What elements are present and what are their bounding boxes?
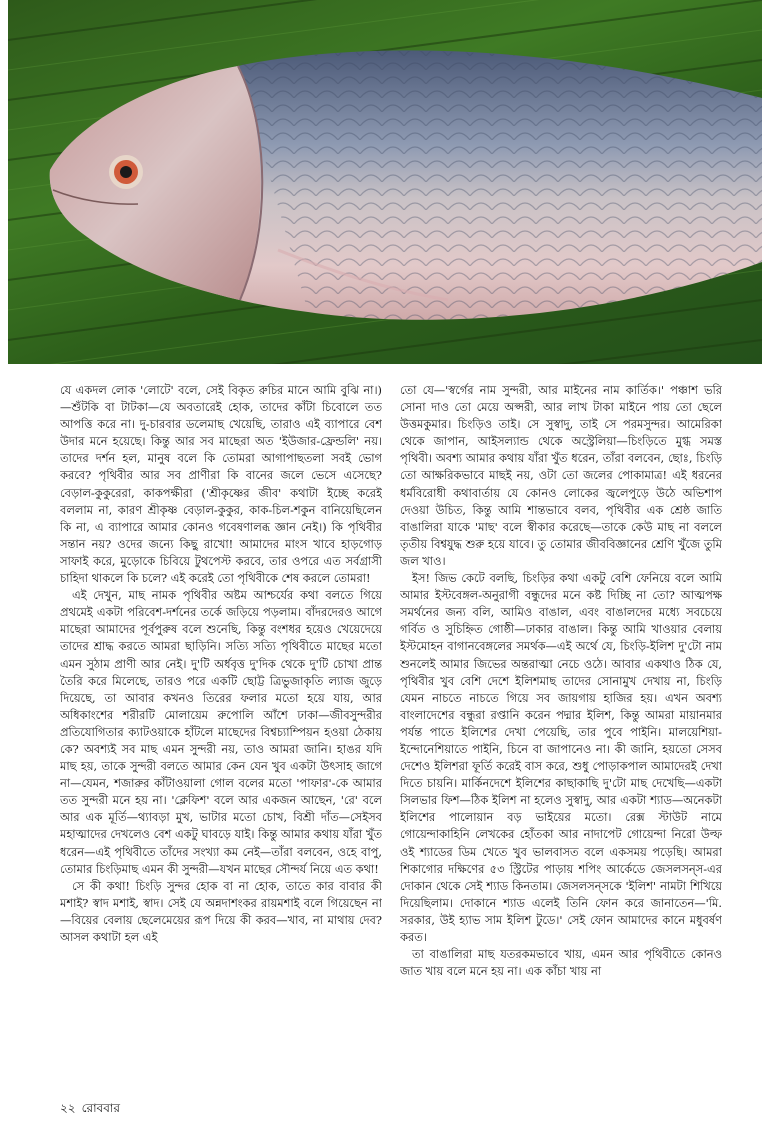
paragraph: যে একদল লোক 'লোটে' বলে, সেই বিকৃত রুচির মানে আমি বুঝি না।)—শুঁটকি বা টাটকা—যে অবতারেই হোক, তাদের কাঁটা চিবোলে তত আপত্তি করে না। দু-চারবার ডলেমাছ খেয়েছি, তারাও এই ব্যাপারে বেশ উদার মনে হয়েছে। কিন্তু আর সব মাছেরা অত 'ইউজার-ফ্রেন্ডলি' নয়। তাদের দর্শন হল, মানুষ বলে কি তোমরা আগাপাছতলা সবই ভোগ করবে? পৃথিবীর আর সব প্রাণীরা কি বানের জলে ভেসে এসেছে? বেড়াল-কুকুরেরা, কাকপক্ষীরা ('শ্রীকৃষ্ণের জীব' কথাটা ইচ্ছে করেই বললাম না, কারণ শ্রীকৃষ্ণ বেড়াল-কুকুর, কাক-চিল-শকুন বানিয়েছিলেন কি না, এ ব্যাপারে আমার কোনও গবেষণালব্ধ জ্ঞান নেই।) কি পৃথিবীর সন্তান নয়? ওদের জন্যে কিছু রাখো! আমাদের মাংস খাবে হাড়গোড় সাফাই করে, মুড়োকে চিবিয়ে টুথপেস্ট করবে, তার ওপরে এত সর্বগ্রাসী চাহিদা থাকলে কি চলে? এই করেই তো পৃথিবীকে শেষ করলে তোমরা!: [60, 383, 382, 586]
page-number: ২২: [60, 1101, 76, 1115]
paragraph: তো যে—'স্বর্গের নাম সুন্দরী, আর মাইনের নাম কার্তিক।' পঞ্চাশ ভরি সোনা দাও তো মেয়ে অপ্সরী, আর লাখ টাকা মাইনে পায় তো ছেলে উত্তমকুমার। চিংড়িও তাই। সে সুস্বাদু, তাই সে পরমসুন্দর। আমেরিকা থেকে জাপান, আইসল্যান্ড থেকে অস্ট্রেলিয়া—চিংড়িতে মুগ্ধ সমস্ত পৃথিবী। অবশ্য আমার কথায় যাঁরা খুঁত ধরেন, তাঁরা বলবেন, ছোঃ, চিংড়ি তো আক্ষরিকভাবে মাছই নয়, ওটা তো জলের পোকামাত্র! এই ধরনের ধর্মবিরোধী কথাবার্তায় যে কোনও লোকের জ্বলেপুড়ে উঠে অভিশাপ দেওয়া উচিত, কিন্তু আমি শান্তভাবে বলব, পৃথিবীর এক শ্রেষ্ঠ জাতি বাঙালিরা যাকে 'মাছ' বলে স্বীকার করেছে—তাকে কেউ মাছ না বললে তৃতীয় বিশ্বযুদ্ধ শুরু হয়ে যাবে। তু তোমার জীববিজ্ঞানের শ্রেণি খুঁজে তুমি জল খাও।: [400, 383, 722, 568]
article-column-right: [400, 382, 722, 1090]
paragraph: তা বাঙালিরা মাছ যতরকমভাবে খায়, এমন আর পৃথিবীতে কোনও জাত খায় বলে মনে হয় না। এক কাঁচা খায় না: [400, 947, 722, 979]
article-body: [60, 382, 722, 1092]
paragraph: ইস! জিভ কেটে বলছি, চিংড়ির কথা একটু বেশি ফেনিয়ে বলে আমি আমার ইস্টবেঙ্গল-অনুরাগী বন্ধুদের মনে কষ্ট দিচ্ছি না তো? আত্মপক্ষ সমর্থনের জন্য বলি, আমিও বাঙাল, এবং বাঙালদের মধ্যে সবচেয়ে গর্বিত ও সুচিহ্নিত গোষ্ঠী—ঢাকার বাঙাল। কিন্তু আমি খাওয়ার বেলায় ইস্টমোহন বাগানবেঙ্গলের সমর্থক—এই অর্থে যে, চিংড়ি-ইলিশ দু'টো নাম শুনলেই আমার জিভের অন্তরাত্মা নেচে ওঠে। আবার একথাও ঠিক যে, পৃথিবীর খুব বেশি দেশে ইলিশমাছ তাদের সোনামুখ দেখায় না, চিংড়ি যেমন নাচতে নাচতে গিয়ে সব জায়গায় হাজির হয়। এখন অবশ্য বাংলাদেশের বন্ধুরা রপ্তানি করেন পদ্মার ইলিশ, কিন্তু আমরা মায়ানমার পর্যন্ত পাতে ইলিশের দেখা পেয়েছি, তার পুবে পাইনি। মালয়েশিয়া-ইন্দোনেশিয়াতে পাইনি, চিনে বা জাপানেও না। কী জানি, হয়তো সেসব দেশেও ইলিশরা ফূর্তি করেই বাস করে, শুধু পোড়াকপাল আমাদেরই দেখা দিতে চায়নি। মার্কিনদেশে ইলিশের কাছাকাছি দু'টো মাছ দেখেছি—একটা সিলভার ফিশ—ঠিক ইলিশ না হলেও সুস্বাদু, আর একটা শ্যাড—অনেকটা ইলিশের পালোয়ান বড় ভাইয়ের মতো। রেক্স স্টাউট নামে গোয়েন্দাকাহিনি লেখকের হোঁতকা আর নাদাপেট গোয়েন্দা নিরো উল্ফ ওই শ্যাডের ডিম খেতে খুব ভালবাসত বলে একসময় পড়েছি। আমরা শিকাগোর দক্ষিণের ৫৩ স্ট্রিটের পাড়ায় শপিং আর্কেডে জেসলসন্‌স-এর দোকান থেকে সেই শ্যাড কিনতাম। জেসলসন্‌সকে 'ইলিশ' নামটা শিখিয়ে দিয়েছিলাম। দোকানে শ্যাড এলেই তিনি ফোন করে জানাতেন—'মি. সরকার, উই হ্যাভ সাম ইলিশ টুডে।' সেই ফোন আমাদের কানে মধুবর্ষণ করত।: [400, 571, 722, 944]
section-name: রোববার: [81, 1101, 120, 1115]
page-footer: [60, 1100, 126, 1116]
hilsa-photo: [8, 0, 762, 364]
article-column-left: [60, 382, 382, 1090]
paragraph: এই দেখুন, মাছ নামক পৃথিবীর অষ্টম আশ্চর্যের কথা বলতে গিয়ে প্রথমেই একটা পরিবেশ-দর্শনের তর্কে জড়িয়ে পড়লাম। বাঁদরদেরও আগে মাছেরা আমাদের পূর্বপুরুষ বলে শুনেছি, কিন্তু বংশধর হয়েও খেয়েদেয়ে তাদের শ্রাদ্ধ করতে আমরা ছাড়িনি। সত্যি সত্যি পৃথিবীতে মাছের মতো এমন সুঠাম প্রাণী আর নেই। দু'টি অর্ধবৃত্ত দু'দিক থেকে দু'টি চোখা প্রান্ত তৈরি করে মিলেছে, তারও পরে একটি ছোট্ট ত্রিভুজাকৃতি ল্যাজ জুড়ে দিয়েছে, তা আবার কখনও তিরের ফলার মতো হয়ে যায়, আর অধিকাংশের শরীরটি মোলায়েম রুপোলি আঁশে ঢাকা—জীবসুন্দরীর প্রতিযোগিতার ক্যাটওয়াকে হাঁটলে মাছেদের বিশ্বচ্যাম্পিয়ন হওয়া ঠেকায় কে? অবশ্যই সব মাছ এমন সুন্দরী নয়, তাও আমরা জানি। হাঙর যদি মাছ হয়, তাকে সুন্দরী বলতে আমার কেন যেন খুব একটা উৎসাহ জাগে না—যেমন, শজারুর কাঁটাওয়ালা গোল বলের মতো 'পাফার'-কে আমার তত সুন্দরী মনে হয় না। 'ক্লেফিশ' বলে আর একজন আছেন, 'রে' বলে আর এক মূর্তি—থ্যাবড়া মুখ, ভাটার মতো চোখ, বিশ্রী দাঁত—সেইসব মহাত্মাদের দেখলেও বেশ একটু ঘাবড়ে যাই। কিন্তু আমার কথায় যাঁরা খুঁত ধরেন—এই পৃথিবীতে তাঁদের সংখ্যা কম নেই—তাঁরা বলবেন, ওহে বাপু, তোমার চিংড়িমাছ এমন কী সুন্দরী—যখন মাছের সৌন্দর্য নিয়ে এত কথা!: [60, 588, 382, 876]
hilsa-fish-icon: [8, 0, 762, 364]
paragraph: সে কী কথা! চিংড়ি সুন্দর হোক বা না হোক, তাতে কার বাবার কী মশাই? স্বাদ মশাই, স্বাদ। সেই যে অন্নদাশংকর রায়মশাই বলে গিয়েছেন না—বিয়ের বেলায় ছেলেমেয়ের রূপ দিয়ে কী করব—খাব, না মাথায় দেব? আসল কথাটা হল এই: [60, 878, 382, 944]
